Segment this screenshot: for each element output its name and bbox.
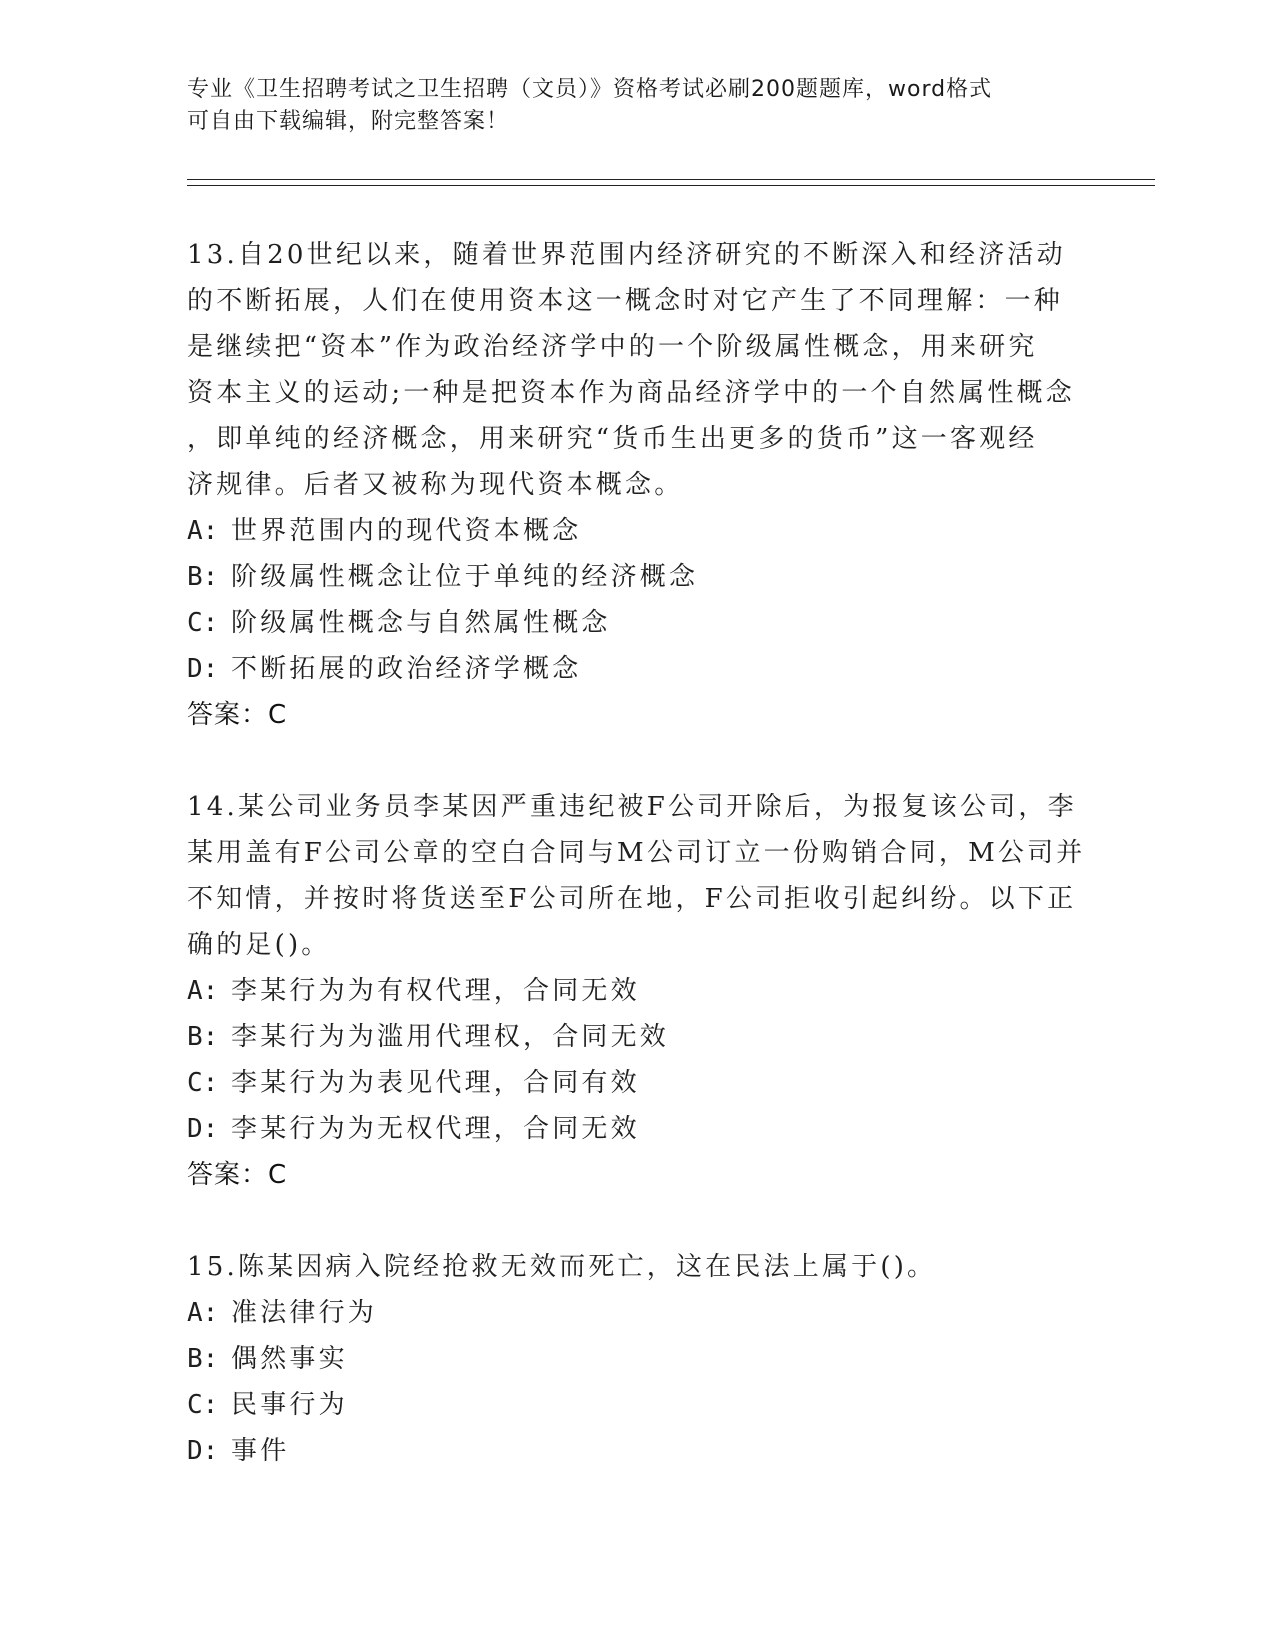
option-text: 世界范围内的现代资本概念	[231, 516, 582, 546]
question-list	[187, 232, 1087, 1520]
answer-line: 答案：C	[187, 700, 288, 730]
question-item	[187, 784, 1087, 1198]
option-d	[187, 1106, 1087, 1152]
question-line: 14.某公司业务员李某因严重违纪被F公司开除后，为报复该公司，李	[187, 792, 1077, 822]
option-key: D:	[187, 654, 219, 684]
question-line: 13.自20世纪以来，随着世界范围内经济研究的不断深入和经济活动	[187, 240, 1066, 270]
option-key: D:	[187, 1114, 219, 1144]
question-item	[187, 232, 1087, 738]
header-line: 可自由下载编辑，附完整答案！	[187, 109, 510, 134]
header-divider	[187, 179, 1155, 180]
question-line: 济规律。后者又被称为现代资本概念。	[187, 470, 684, 500]
question-line: 不知情，并按时将货送至F公司所在地，F公司拒收引起纠纷。以下正	[187, 884, 1077, 914]
question-line: 资本主义的运动;一种是把资本作为商品经济学中的一个自然属性概念	[187, 378, 1075, 408]
option-text: 事件	[231, 1436, 290, 1466]
question-line: 15.陈某因病入院经抢救无效而死亡，这在民法上属于()。	[187, 1252, 937, 1282]
option-c	[187, 1060, 1087, 1106]
question-item	[187, 1244, 1087, 1474]
option-c	[187, 1382, 1087, 1428]
option-a	[187, 968, 1087, 1014]
option-key: A:	[187, 1298, 219, 1328]
option-d	[187, 1428, 1087, 1474]
question-text	[187, 1244, 1087, 1290]
option-key: B:	[187, 1022, 219, 1052]
option-text: 阶级属性概念与自然属性概念	[231, 608, 611, 638]
option-text: 李某行为为表见代理，合同有效	[231, 1068, 640, 1098]
option-b	[187, 554, 1087, 600]
question-line: ，即单纯的经济概念，用来研究“货币生出更多的货币”这一客观经	[187, 424, 1038, 454]
question-line: 确的足()。	[187, 930, 331, 960]
option-c	[187, 600, 1087, 646]
option-key: B:	[187, 562, 219, 592]
option-key: D:	[187, 1436, 219, 1466]
option-text: 李某行为为有权代理，合同无效	[231, 976, 640, 1006]
option-key: A:	[187, 516, 219, 546]
option-key: B:	[187, 1344, 219, 1374]
option-b	[187, 1336, 1087, 1382]
option-key: C:	[187, 1390, 219, 1420]
question-line: 是继续把“资本”作为政治经济学中的一个阶级属性概念，用来研究	[187, 332, 1038, 362]
option-a	[187, 1290, 1087, 1336]
header-line: 专业《卫生招聘考试之卫生招聘（文员）》资格考试必刷200题题库，word格式	[187, 77, 993, 102]
option-text: 李某行为为滥用代理权，合同无效	[231, 1022, 670, 1052]
option-text: 偶然事实	[231, 1344, 348, 1374]
question-line: 某用盖有F公司公章的空白合同与M公司订立一份购销合同，M公司并	[187, 838, 1086, 868]
option-b	[187, 1014, 1087, 1060]
option-key: C:	[187, 1068, 219, 1098]
document-header	[187, 74, 1087, 138]
header-divider	[187, 185, 1155, 186]
answer-line: 答案：C	[187, 1160, 288, 1190]
option-text: 李某行为为无权代理，合同无效	[231, 1114, 640, 1144]
option-a	[187, 508, 1087, 554]
option-key: A:	[187, 976, 219, 1006]
option-text: 准法律行为	[231, 1298, 378, 1328]
question-text	[187, 784, 1087, 968]
question-line: 的不断拓展，人们在使用资本这一概念时对它产生了不同理解：一种	[187, 286, 1064, 316]
option-text: 民事行为	[231, 1390, 348, 1420]
option-text: 不断拓展的政治经济学概念	[231, 654, 582, 684]
option-key: C:	[187, 608, 219, 638]
option-d	[187, 646, 1087, 692]
option-text: 阶级属性概念让位于单纯的经济概念	[231, 562, 699, 592]
question-text	[187, 232, 1087, 508]
